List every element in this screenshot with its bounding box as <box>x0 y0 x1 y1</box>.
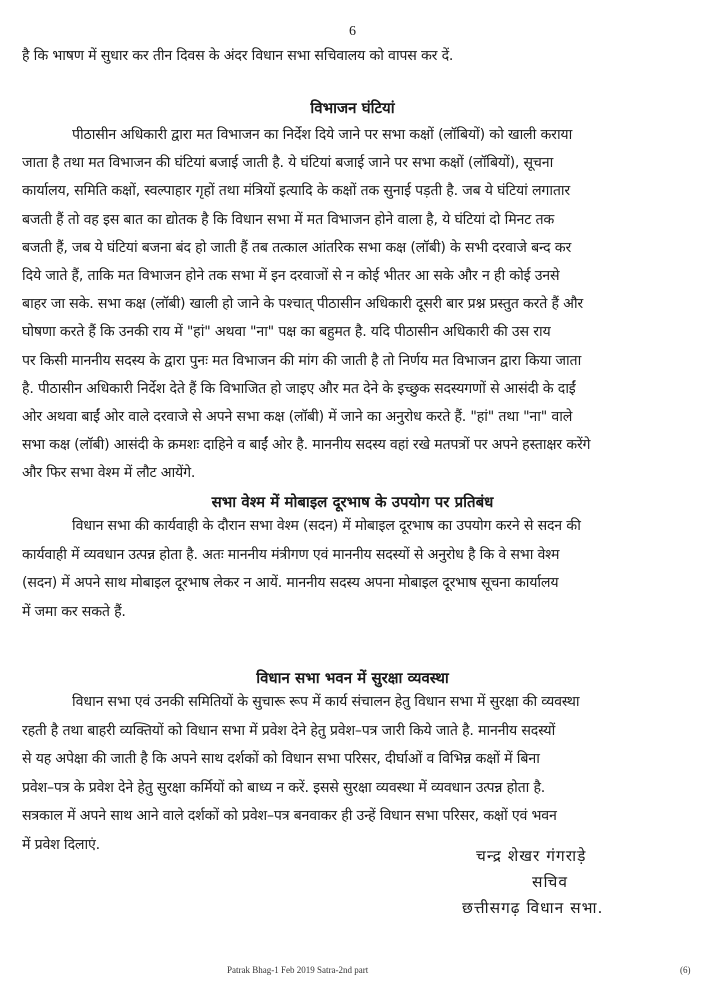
paragraph-line: में जमा कर सकते हैं. <box>22 603 126 620</box>
paragraph-line: और फिर सभा वेश्म में लौट आयेंगे. <box>22 465 196 482</box>
paragraph-line: है. पीठासीन अधिकारी निर्देश देते हैं कि विभाजित हो जाइए और मत देने के इच्छुक सदस्यगणों से आसंदी के दाईं <box>22 380 576 397</box>
paragraph-line: बजती हैं, जब ये घंटियां बजना बंद हो जाती हैं तब तत्काल आंतरिक सभा कक्ष (लॉबी) के सभी दरवाजे बन्द कर <box>22 239 572 256</box>
paragraph-line: से यह अपेक्षा की जाती है कि अपने साथ दर्शकों को विधान सभा परिसर, दीर्घाओं व विभिन्न कक्षों में बिना <box>22 751 540 767</box>
signature-org: छत्तीसगढ़ विधान सभा. <box>462 899 604 917</box>
signature-name: चन्द्र शेखर गंगराड़े <box>476 847 587 865</box>
paragraph-line: ओर अथवा बाईं ओर वाले दरवाजे से अपने सभा कक्ष (लॉबी) में जाने का अनुरोध करते हैं. "हां" तथा "ना" वाले <box>22 409 573 425</box>
paragraph-line: घोषणा करते हैं कि उनकी राय में "हां" अथवा "ना" पक्ष का बहुमत है. यदि पीठासीन अधिकारी की उस राय <box>22 324 551 341</box>
paragraph-line: विधान सभा एवं उनकी समितियों के सुचारू रूप में कार्य संचालन हेतु विधान सभा में सुरक्षा की व्यवस्था <box>72 694 580 710</box>
paragraph-line: कार्यवाही में व्यवधान उत्पन्न होता है. अतः माननीय मंत्रीगण एवं माननीय सदस्यों से अनुरोध है कि वे सभा वेश्म <box>22 546 560 563</box>
paragraph-line: बजती हैं तो वह इस बात का द्योतक है कि विधान सभा में मत विभाजन होने वाला है, ये घंटियां दो मिनट तक <box>22 211 555 228</box>
paragraph-line: (सदन) में अपने साथ मोबाइल दूरभाष लेकर न आयें. माननीय सदस्य अपना मोबाइल दूरभाष सूचना कार्यालय <box>22 575 559 591</box>
page-number: 6 <box>349 24 356 39</box>
paragraph-line: बाहर जा सके. सभा कक्ष (लॉबी) खाली हो जाने के पश्चात् पीठासीन अधिकारी दूसरी बार प्रश्न प्रस्तुत करते हैं और <box>22 296 584 313</box>
section-heading: विभाजन घंटियां <box>310 99 395 117</box>
paragraph-line: में प्रवेश दिलाएं. <box>22 836 100 853</box>
paragraph-line: पर किसी माननीय सदस्य के द्वारा पुनः मत विभाजन की मांग की जाती है तो निर्णय मत विभाजन द्वारा किया जाता <box>22 352 582 369</box>
paragraph-line: कार्यालय, समिति कक्षों, स्वल्पाहार गृहों तथा मंत्रियों इत्यादि के कक्षों तक सुनाई पड़ती है. जब ये घंटियां लगातार <box>22 183 571 200</box>
signature-title: सचिव <box>532 873 568 891</box>
intro-line: है कि भाषण में सुधार कर तीन दिवस के अंदर विधान सभा सचिवालय को वापस कर दें. <box>22 48 454 64</box>
paragraph-line: प्रवेश–पत्र के प्रवेश देने हेतु सुरक्षा कर्मियों को बाध्य न करें. इससे सुरक्षा व्यवस्था में व्यवधान उत्पन्न होता है. <box>22 779 546 796</box>
footer-page: (6) <box>680 965 691 975</box>
paragraph-line: पीठासीन अधिकारी द्वारा मत विभाजन का निर्देश दिये जाने पर सभा कक्षों (लॉबियों) को खाली कराया <box>72 127 573 143</box>
paragraph-line: जाता है तथा मत विभाजन की घंटियां बजाई जाती है. ये घंटियां बजाई जाने पर सभा कक्षों (लॉबियों), सूचना <box>22 155 554 172</box>
footer-label: Patrak Bhag-1 Feb 2019 Satra-2nd part <box>227 965 369 975</box>
section-heading: सभा वेश्म में मोबाइल दूरभाष के उपयोग पर प्रतिबंध <box>211 493 494 511</box>
paragraph-line: विधान सभा की कार्यवाही के दौरान सभा वेश्म (सदन) में मोबाइल दूरभाष का उपयोग करने से सदन की <box>72 518 581 534</box>
section-heading: विधान सभा भवन में सुरक्षा व्यवस्था <box>256 669 449 687</box>
paragraph-line: सभा कक्ष (लॉबी) आसंदी के क्रमशः दाहिने व बाईं ओर है. माननीय सदस्य वहां रखे मतपत्रों पर अपने हस्ताक्षर करेंगे <box>22 437 591 454</box>
paragraph-line: रहती है तथा बाहरी व्यक्तियों को विधान सभा में प्रवेश देने हेतु प्रवेश–पत्र जारी किये जाते है. माननीय सदस्यों <box>22 722 556 739</box>
paragraph-line: सत्रकाल में अपने साथ आने वाले दर्शकों को प्रवेश–पत्र बनवाकर ही उन्हें विधान सभा परिसर, कक्षों एवं भवन <box>22 808 557 824</box>
paragraph-line: दिये जाते हैं, ताकि मत विभाजन होने तक सभा में इन दरवाजों से न कोई भीतर आ सके और न ही कोई उनसे <box>22 268 560 284</box>
